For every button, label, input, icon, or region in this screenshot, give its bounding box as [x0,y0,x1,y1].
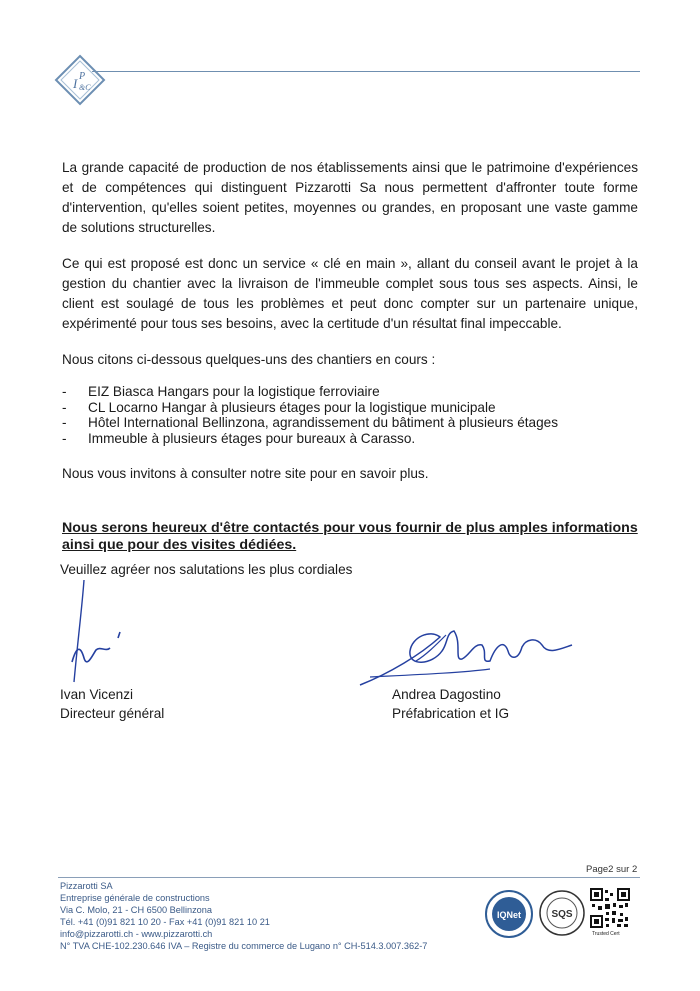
closing-salutation: Veuillez agréer nos salutations les plus cordiales [60,562,353,577]
svg-text:P: P [79,71,86,82]
qr-code-icon [590,888,630,928]
svg-text:SQS: SQS [551,909,573,920]
signatory-left [60,685,164,723]
footer-line: info@pizzarotti.ch - www.pizzarotti.ch [60,929,213,939]
list-item: - Hôtel International Bellinzona, agrandissement du bâtiment à plusieurs étages [62,415,638,431]
signature-left [54,578,144,688]
header-rule [92,71,640,72]
paragraph-sites-intro: Nous citons ci-dessous quelques-uns des chantiers en cours : [62,352,436,367]
list-item: - Immeuble à plusieurs étages pour bureaux à Carasso. [62,431,638,447]
svg-text:&C: &C [79,83,91,92]
footer-line: N° TVA CHE-102.230.646 IVA – Registre du commerce de Lugano n° CH-514.3.007.362-7 [60,941,428,951]
iqnet-certification-badge [484,889,534,939]
footer-line: Entreprise générale de constructions [60,893,210,903]
sites-list [62,384,638,446]
signatory-right [392,685,509,723]
paragraph-website: Nous vous invitons à consulter notre site pour en savoir plus. [62,466,429,481]
paragraph-turnkey: Ce qui est proposé est donc un service « clé en main », allant du conseil avant le projet à la gestion du chantier avec la livraison de l'immeuble complet sous tous ses aspects. Ainsi, le client est soulagé de tous les problèmes et peut donc compter sur un partenaire unique, expérimenté pour tous ses besoins, avec la certitude d'un résultat final impeccable. [62,256,638,331]
signatory-right-title: Préfabrication et IG [392,706,510,721]
signatory-left-title: Directeur général [60,706,165,721]
list-item: - CL Locarno Hangar à plusieurs étages pour la logistique municipale [62,400,638,416]
footer-rule [58,877,640,878]
paragraph-contact-emphasis: Nous serons heureux d'être contactés pour vous fournir de plus amples informations ainsi que pour des visites dédiées. [62,520,638,553]
footer-line: Pizzarotti SA [60,881,113,891]
company-logo [52,52,108,108]
signatory-left-name: Ivan Vicenzi [60,687,134,702]
page-number: Page2 sur 2 [586,864,638,875]
footer-line: Tél. +41 (0)91 821 10 20 - Fax +41 (0)91 821 10 21 [60,917,270,927]
paragraph-capacity: La grande capacité de production de nos établissements ainsi que le patrimoine d'expériences et de compétences qui distinguent Pizzarotti Sa nous permettent d'affronter toute forme d'intervention, qu'elles soient petites, moyennes ou grandes, en proposant une vaste gamme de solutions structurelles. [62,160,638,235]
qr-code-caption: Trusted Cert [592,931,620,937]
svg-text:I: I [73,76,78,91]
sqs-certification-badge [538,889,586,937]
svg-text:IQNet: IQNet [496,910,522,920]
signature-right [350,615,580,695]
list-item: - EIZ Biasca Hangars pour la logistique ferroviaire [62,384,638,400]
footer-address [60,880,427,952]
letter-body [62,158,638,554]
signatory-right-name: Andrea Dagostino [392,687,501,702]
footer-line: Via C. Molo, 21 - CH 6500 Bellinzona [60,905,213,915]
